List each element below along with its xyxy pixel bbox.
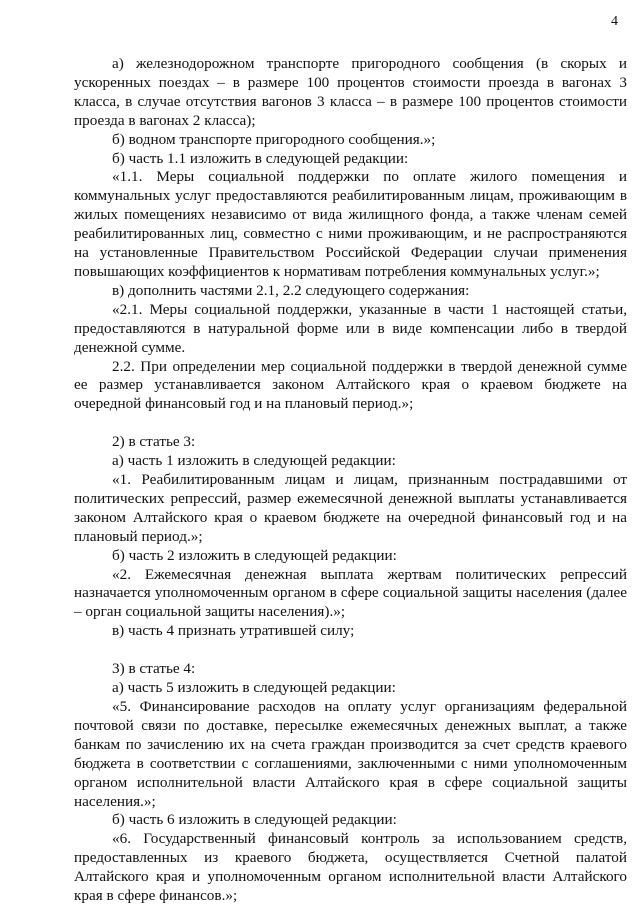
- paragraph-8: 2) в статье 3:: [112, 433, 196, 451]
- paragraph-14: 3) в статье 4:: [112, 660, 196, 678]
- paragraph-6: «2.1. Меры социальной поддержки, указанные в части 1 настоящей статьи, предоставляются в натуральной форме или в виде компенсации либо в твердой денежной сумме.: [74, 300, 627, 356]
- paragraph-18: «6. Государственный финансовый контроль за использованием средств, предоставленных из краевого бюджета, осуществляется Счетной палатой Алтайского края и уполномоченным органом исполнительной власти Алтайского края в сфере финансов.»;: [74, 830, 627, 905]
- paragraph-spacer: [74, 641, 627, 660]
- paragraph-17: б) часть 6 изложить в следующей редакции:: [112, 811, 397, 829]
- paragraph-1: а) железнодорожном транспорте пригородного сообщения (в скорых и ускоренных поездах – в размере 100 процентов стоимости проезда в вагонах 3 класса, в случае отсутствия вагонов 3 класса – в размере 100 процентов стоимости проезда в вагонах 2 класса);: [74, 55, 627, 129]
- paragraph-2: б) водном транспорте пригородного сообщения.»;: [112, 130, 436, 148]
- paragraph-7: 2.2. При определении мер социальной поддержки в твердой денежной сумме ее размер устанавливается законом Алтайского края о краевом бюджете на очередной финансовый год и на плановый период.»;: [74, 357, 627, 413]
- document-body: [74, 55, 627, 906]
- paragraph-9: а) часть 1 изложить в следующей редакции:: [112, 452, 396, 470]
- paragraph-16: «5. Финансирование расходов на оплату услуг организациям федеральной почтовой связи по доставке, пересылке ежемесячных денежных выплат, а также банкам по зачислению их на счета граждан производится за счет средств краевого бюджета в соответствии с соглашениями, заключенными с ними уполномоченным органом исполнительной власти Алтайского края в сфере социальной защиты населения.»;: [74, 698, 627, 810]
- paragraph-15: а) часть 5 изложить в следующей редакции:: [112, 679, 396, 697]
- paragraph-5: в) дополнить частями 2.1, 2.2 следующего содержания:: [112, 281, 470, 299]
- paragraph-12: «2. Ежемесячная денежная выплата жертвам политических репрессий назначается уполномоченным органом в сфере социальной защиты населения (далее – орган социальной защиты населения).»;: [74, 565, 627, 621]
- paragraph-13: в) часть 4 признать утратившей силу;: [112, 622, 355, 640]
- paragraph-3: б) часть 1.1 изложить в следующей редакции:: [112, 149, 409, 167]
- paragraph-10: «1. Реабилитированным лицам и лицам, признанным пострадавшими от политических репрессий, размер ежемесячной денежной выплаты устанавливается законом Алтайского края о краевом бюджете на очередной финансовый год и на плановый период.»;: [74, 471, 627, 545]
- paragraph-4: «1.1. Меры социальной поддержки по оплате жилого помещения и коммунальных услуг предоставляются реабилитированным лицам, проживающим в жилых помещениях независимо от вида жилищного фонда, а также членам семей реабилитированных лиц, совместно с ними проживающим, и не распространяются на установленные Правительством Российской Федерации случаи применения повышающих коэффициентов к нормативам потребления коммунальных услуг.»;: [74, 168, 627, 280]
- page-number: 4: [611, 14, 618, 29]
- paragraph-spacer: [74, 414, 627, 433]
- paragraph-11: б) часть 2 изложить в следующей редакции:: [112, 546, 397, 564]
